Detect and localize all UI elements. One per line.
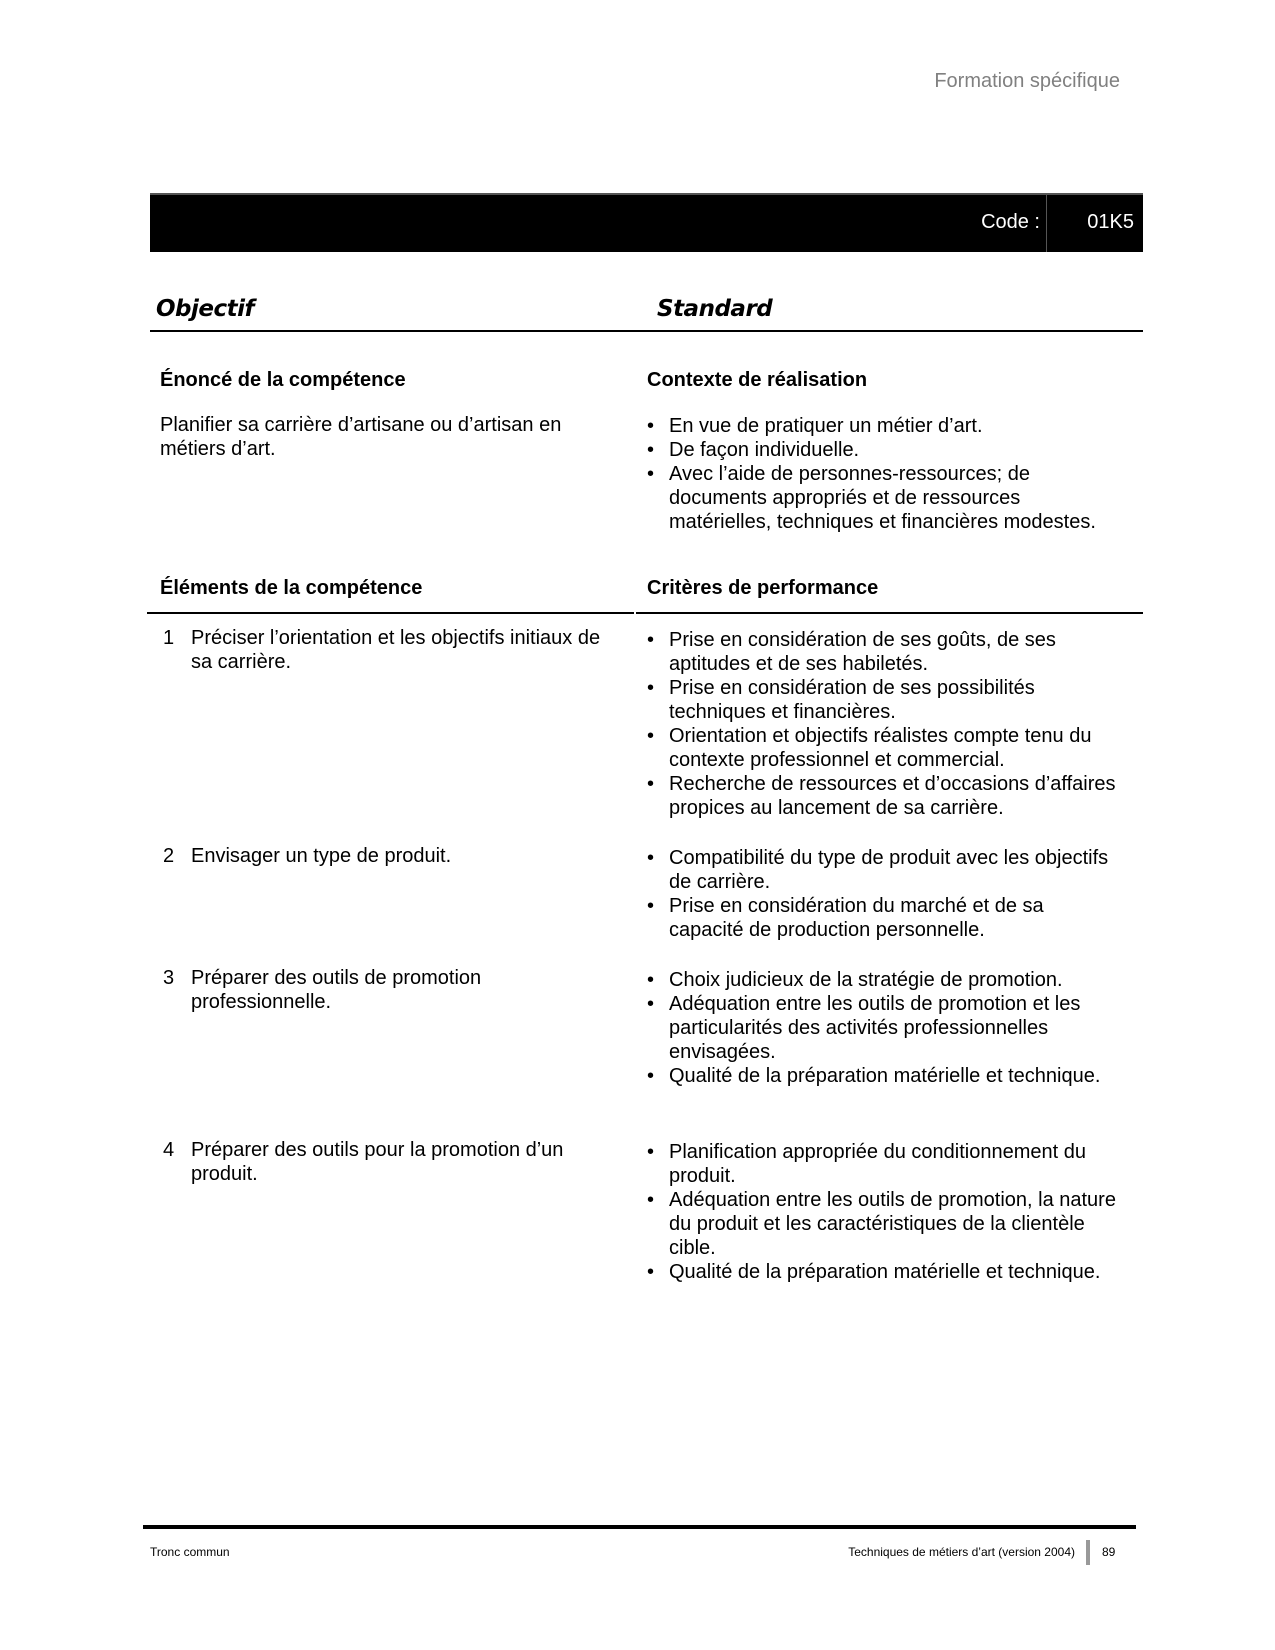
elements-rule	[147, 612, 634, 614]
criterion-item: • Qualité de la préparation matérielle et technique.	[647, 1064, 1117, 1088]
enonce-text: Planifier sa carrière d’artisane ou d’artisan en métiers d’art.	[160, 414, 562, 460]
contexte-item: • Avec l’aide de personnes-ressources; de documents appropriés et de ressources matérielles, techniques et financières modestes.	[647, 462, 1117, 534]
contexte-title: Contexte de réalisation	[647, 369, 868, 391]
contexte-item: • En vue de pratiquer un métier d’art.	[647, 414, 1117, 438]
criterion-item: • Prise en considération de ses possibilités techniques et financières.	[647, 676, 1117, 724]
criteres-title: Critères de performance	[647, 577, 879, 599]
page-number: 89	[1102, 1545, 1116, 1559]
footer-rule	[143, 1525, 1136, 1529]
running-head: Formation spécifique	[934, 70, 1120, 92]
element-number: 4	[163, 1139, 175, 1161]
criteria-list-1	[647, 628, 1117, 820]
element-text: Envisager un type de produit.	[191, 845, 452, 867]
criterion-item: • Orientation et objectifs réalistes compte tenu du contexte professionnel et commercial.	[647, 724, 1117, 772]
footer-separator	[1086, 1540, 1090, 1565]
element-text: Préparer des outils de promotion professionnelle.	[191, 967, 482, 1013]
contexte-list	[647, 414, 1117, 534]
element-number: 3	[163, 967, 175, 989]
element-text: Préparer des outils pour la promotion d’un produit.	[191, 1139, 564, 1185]
element-number: 2	[163, 845, 175, 867]
criteres-rule	[636, 612, 1143, 614]
column-headings	[150, 296, 1143, 332]
code-value: 01K5	[1087, 211, 1134, 233]
criterion-item: • Planification appropriée du conditionnement du produit.	[647, 1140, 1117, 1188]
enonce-title: Énoncé de la compétence	[160, 369, 406, 391]
elements-title: Éléments de la compétence	[160, 577, 423, 599]
criterion-item: • Adéquation entre les outils de promotion et les particularités des activités professionnelles envisagées.	[647, 992, 1117, 1064]
heading-standard: Standard	[657, 296, 773, 322]
code-divider	[1046, 195, 1047, 252]
criterion-item: • Adéquation entre les outils de promotion, la nature du produit et les caractéristiques de la clientèle cible.	[647, 1188, 1117, 1260]
footer-left: Tronc commun	[150, 1545, 230, 1559]
criterion-item: • Choix judicieux de la stratégie de promotion.	[647, 968, 1117, 992]
criterion-item: • Prise en considération du marché et de sa capacité de production personnelle.	[647, 894, 1117, 942]
criteria-list-3	[647, 968, 1117, 1088]
element-text: Préciser l’orientation et les objectifs initiaux de sa carrière.	[191, 627, 601, 673]
criterion-item: • Recherche de ressources et d’occasions d’affaires propices au lancement de sa carrière.	[647, 772, 1117, 820]
code-label: Code :	[981, 211, 1040, 233]
code-bar	[150, 193, 1143, 252]
element-number: 1	[163, 627, 175, 649]
contexte-item: • De façon individuelle.	[647, 438, 1117, 462]
criterion-item: • Prise en considération de ses goûts, de ses aptitudes et de ses habiletés.	[647, 628, 1117, 676]
footer-title: Techniques de métiers d’art (version 2004)	[848, 1545, 1075, 1559]
criterion-item: • Compatibilité du type de produit avec les objectifs de carrière.	[647, 846, 1117, 894]
criteria-list-4	[647, 1140, 1117, 1284]
heading-objectif: Objectif	[156, 296, 255, 322]
criterion-item: • Qualité de la préparation matérielle et technique.	[647, 1260, 1117, 1284]
criteria-list-2	[647, 846, 1117, 942]
